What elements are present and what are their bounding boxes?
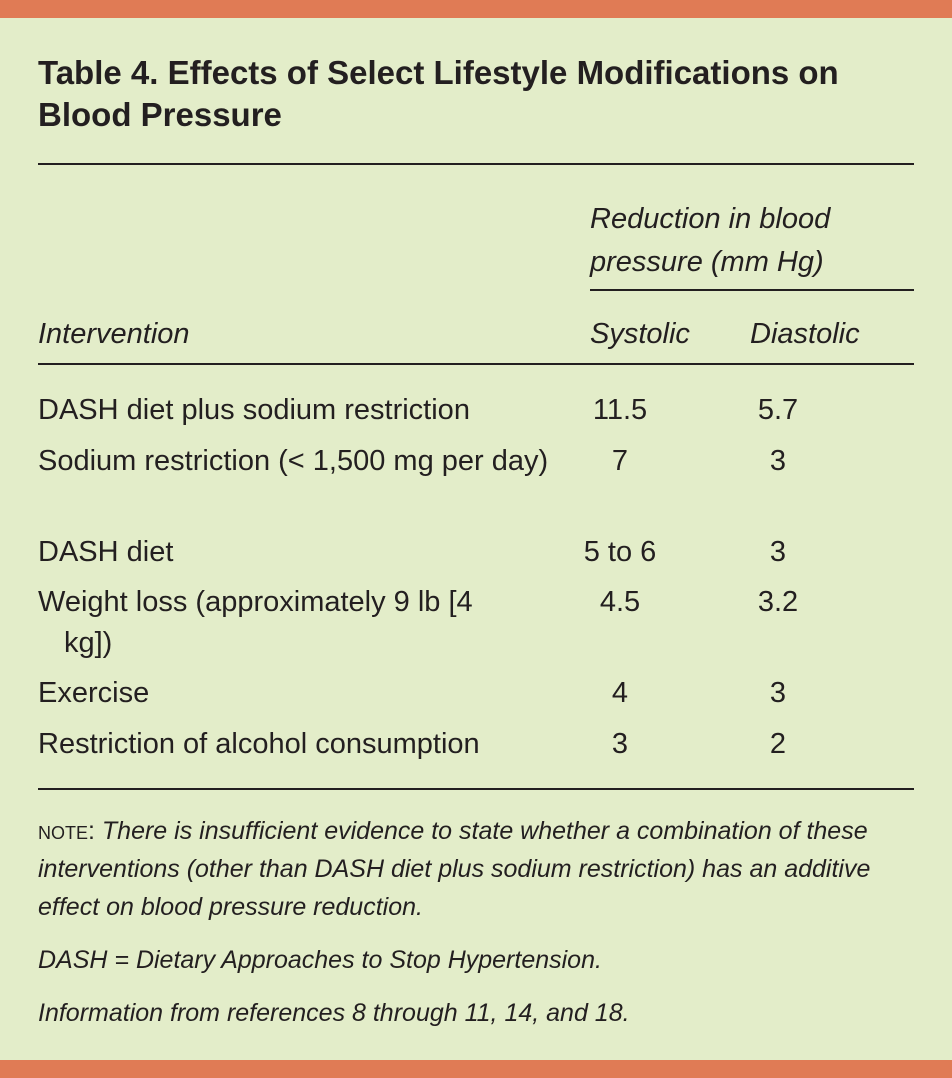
intervention-cell: Exercise [38,677,150,709]
diastolic-cell: 3 [769,445,787,477]
abbreviation-note: DASH = Dietary Approaches to Stop Hypertension. [38,946,602,974]
table-footnotes [38,812,918,1047]
bottom-accent-bar [0,1060,952,1078]
intervention-cell: Sodium restriction (< 1,500 mg per day) [38,445,549,477]
systolic-cell: 11.5 [592,394,648,426]
systolic-cell: 5 to 6 [583,536,657,568]
note-paragraph [38,812,918,926]
systolic-cell: 4 [611,677,629,709]
header-divider [38,363,914,365]
diastolic-cell: 2 [769,728,787,760]
note-text: There is insufficient evidence to state whether a combination of these interventions (other than DASH diet plus sodium restriction) has an additive effect on blood pressure reduction. [38,817,871,921]
note-label: note: [38,817,95,845]
header-intervention: Intervention [38,318,190,350]
diastolic-cell: 5.7 [757,394,799,426]
intervention-cell: DASH diet [38,536,174,568]
intervention-cell: Restriction of alcohol consumption [38,728,480,760]
column-group-header: Reduction in blood pressure (mm Hg) [590,203,831,278]
header-systolic: Systolic [590,318,690,350]
systolic-cell: 3 [611,728,629,760]
column-group-divider [590,289,914,291]
diastolic-cell: 3.2 [757,586,799,618]
systolic-cell: 7 [611,445,629,477]
source-note: Information from references 8 through 11, 14, and 18. [38,999,630,1027]
diastolic-cell: 3 [769,677,787,709]
intervention-cell: DASH diet plus sodium restriction [38,394,470,426]
title-divider [38,163,914,165]
header-diastolic: Diastolic [750,318,860,350]
intervention-cell: Weight loss (approximately 9 lb [4 kg]) [38,586,473,659]
footer-divider [38,788,914,790]
diastolic-cell: 3 [769,536,787,568]
systolic-cell: 4.5 [599,586,641,618]
top-accent-bar [0,0,952,18]
table-title: Table 4. Effects of Select Lifestyle Modifications on Blood Pressure [38,54,839,133]
